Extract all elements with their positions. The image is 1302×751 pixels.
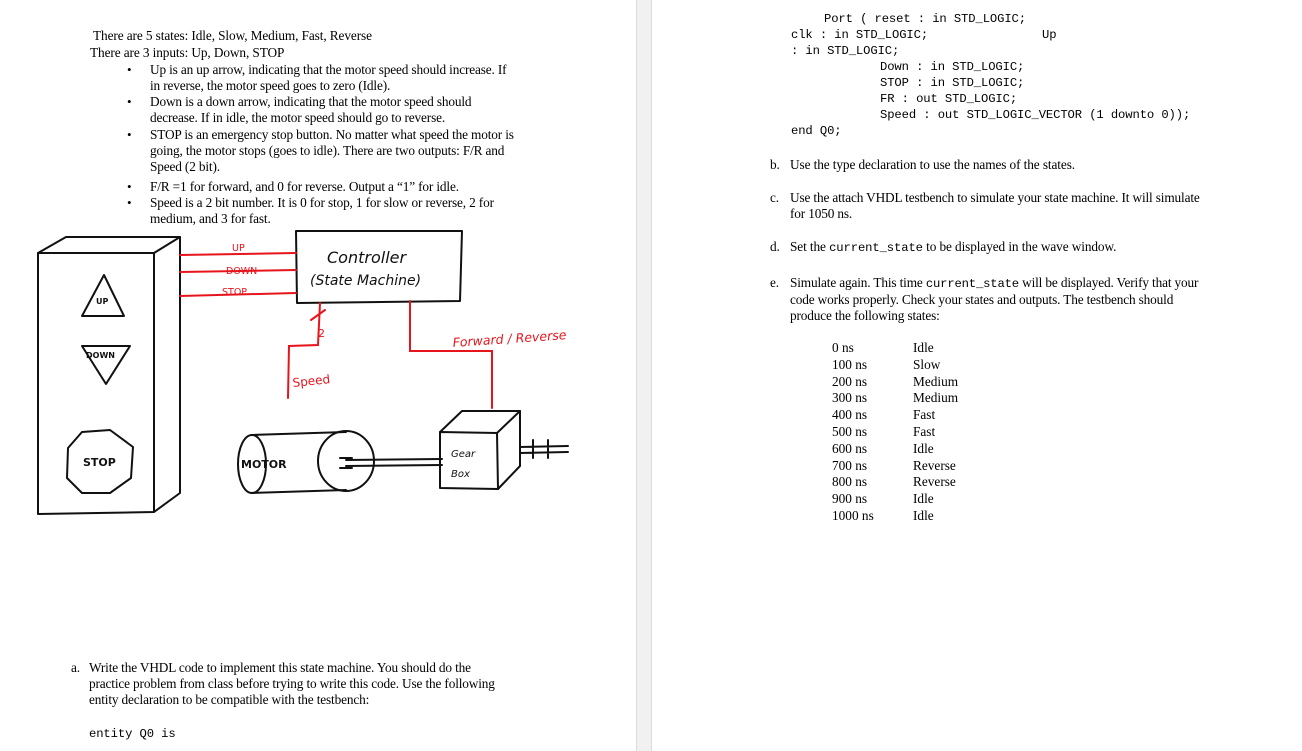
controller-title: Controller — [327, 248, 407, 267]
task-a-line: Write the VHDL code to implement this state machine. You should do the — [89, 660, 471, 675]
state-row — [832, 491, 958, 508]
state-time: 400 ns — [832, 407, 868, 423]
task-d-code: current_state — [829, 241, 923, 255]
bullet-dot: • — [127, 179, 132, 194]
gearbox-top — [440, 411, 520, 433]
state-time: 900 ns — [832, 491, 868, 507]
task-c-line: for 1050 ns. — [790, 206, 853, 222]
state-row — [832, 441, 958, 458]
state-time: 600 ns — [832, 440, 868, 456]
state-time: 700 ns — [832, 457, 868, 473]
bullet-speed-line: medium, and 3 for fast. — [150, 211, 271, 227]
motor-label: MOTOR — [241, 458, 287, 471]
code-up-line: : in STD_LOGIC; — [791, 44, 900, 58]
task-e-line2: code works properly. Check your states and outputs. The testbench should — [790, 292, 1174, 308]
page-gutter — [636, 0, 652, 751]
code-stop-line: STOP : in STD_LOGIC; — [880, 76, 1025, 90]
task-b-text: Use the type declaration to use the names of the states. — [790, 157, 1075, 172]
bullet-up-line: in reverse, the motor speed goes to zero (Idle). — [150, 78, 391, 94]
motor-controller-diagram — [0, 0, 636, 560]
bullet-dot: • — [127, 127, 132, 142]
state-name: Idle — [913, 340, 934, 355]
control-panel — [38, 253, 154, 514]
gearbox-label-line1: Gear — [451, 449, 476, 460]
bullet-speed-line: Speed is a 2 bit number. It is 0 for stop, 1 for slow or reverse, 2 for — [150, 195, 494, 210]
state-row — [832, 458, 958, 475]
task-c-line: Use the attach VHDL testbench to simulate your state machine. It will simulate — [790, 190, 1200, 205]
state-name: Fast — [913, 423, 936, 439]
task-e-letter: e. — [770, 275, 780, 290]
bullet-down-line: Down is a down arrow, indicating that the motor speed should — [150, 94, 472, 109]
task-a-text — [89, 660, 495, 709]
code-up-word: Up — [1042, 28, 1057, 42]
state-time: 1000 ns — [832, 507, 874, 523]
task-e-post: will be displayed. Verify that your — [1018, 275, 1199, 290]
state-row — [832, 357, 958, 374]
bullet-stop-line: going, the motor stops (goes to idle). There are two outputs: F/R and — [150, 143, 505, 159]
state-name: Medium — [913, 390, 959, 406]
state-time: 300 ns — [832, 390, 868, 406]
task-d-letter: d. — [770, 239, 780, 254]
task-d-post: to be displayed in the wave window. — [922, 239, 1117, 254]
gearbox-label-line2: Box — [451, 469, 470, 480]
controller-box — [296, 231, 462, 303]
code-speed-line: Speed : out STD_LOGIC_VECTOR (1 downto 0)); — [880, 108, 1191, 122]
state-name: Medium — [913, 373, 959, 389]
task-a-letter: a. — [71, 660, 81, 675]
motor-shaft — [346, 459, 442, 466]
task-e-line3: produce the following states: — [790, 308, 940, 324]
label-wire-stop: STOP — [222, 287, 248, 298]
state-time: 100 ns — [832, 356, 868, 372]
task-e-code: current_state — [925, 277, 1019, 291]
entity-declaration: entity Q0 is — [89, 727, 176, 741]
label-speed-width: 2 — [318, 327, 325, 340]
task-d-pre: Set the — [790, 239, 830, 254]
expected-states-table — [832, 340, 958, 525]
state-name: Fast — [913, 407, 936, 423]
task-b-letter: b. — [770, 157, 780, 172]
bullet-down-line: decrease. If in idle, the motor speed should go to reverse. — [150, 110, 446, 126]
state-row — [832, 508, 958, 525]
up-arrow-button — [82, 275, 124, 316]
task-c-letter: c. — [770, 190, 780, 205]
code-end-line: end Q0; — [791, 124, 842, 138]
label-wire-down: DOWN — [226, 266, 258, 277]
bullet-dot: • — [127, 94, 132, 109]
task-e-line1 — [790, 275, 1198, 292]
code-port-line: Port ( reset : in STD_LOGIC; — [824, 12, 1026, 26]
state-row — [832, 474, 958, 491]
label-wire-up: UP — [232, 243, 245, 254]
state-name: Idle — [913, 491, 934, 507]
intro-inputs: There are 3 inputs: Up, Down, STOP — [90, 45, 285, 60]
code-fr-line: FR : out STD_LOGIC; — [880, 92, 1018, 106]
intro-states: There are 5 states: Idle, Slow, Medium, Fast, Reverse — [93, 28, 372, 43]
label-forward-reverse: Forward / Reverse — [452, 327, 567, 350]
bullet-up-line: Up is an up arrow, indicating that the motor speed should increase. If — [150, 62, 507, 77]
state-row — [832, 340, 958, 357]
left-page — [0, 0, 636, 751]
control-panel-top — [38, 237, 180, 253]
task-c-text — [790, 190, 1200, 222]
state-time: 800 ns — [832, 474, 868, 490]
label-down-button: DOWN — [86, 351, 115, 360]
state-row — [832, 390, 958, 407]
task-a-line: practice problem from class before trying to write this code. Use the following — [89, 676, 495, 692]
state-time: 200 ns — [832, 373, 868, 389]
right-page — [652, 0, 1302, 751]
state-row — [832, 424, 958, 441]
state-name: Idle — [913, 440, 934, 456]
bullet-dot: • — [127, 195, 132, 210]
task-e-pre: Simulate again. This time — [790, 275, 926, 290]
code-clk-line: clk : in STD_LOGIC; — [791, 28, 929, 42]
code-down-line: Down : in STD_LOGIC; — [880, 60, 1025, 74]
task-d-text — [790, 239, 1116, 256]
bullet-stop-line: STOP is an emergency stop button. No matter what speed the motor is — [150, 127, 514, 142]
controller-subtitle: (State Machine) — [310, 273, 422, 289]
control-panel-side — [154, 237, 180, 512]
bullet-dot: • — [127, 62, 132, 77]
state-name: Idle — [913, 507, 934, 523]
label-up-button: UP — [96, 297, 109, 306]
state-row — [832, 407, 958, 424]
output-shaft — [520, 440, 568, 458]
label-speed: Speed — [291, 372, 331, 390]
state-row — [832, 374, 958, 391]
wire-fr — [410, 301, 492, 408]
task-e-text — [790, 275, 1198, 325]
bullet-stop-line: Speed (2 bit). — [150, 159, 220, 175]
label-stop-button: STOP — [83, 456, 116, 469]
state-time: 500 ns — [832, 423, 868, 439]
task-a-line: entity declaration to be compatible with the testbench: — [89, 692, 370, 708]
bullet-fr-line: F/R =1 for forward, and 0 for reverse. Output a “1” for idle. — [150, 179, 459, 194]
state-name: Reverse — [913, 457, 956, 473]
state-time: 0 ns — [832, 340, 854, 355]
gearbox-front — [440, 432, 498, 489]
state-name: Slow — [913, 356, 941, 372]
state-name: Reverse — [913, 474, 956, 490]
wire-speed-slash — [311, 310, 325, 320]
